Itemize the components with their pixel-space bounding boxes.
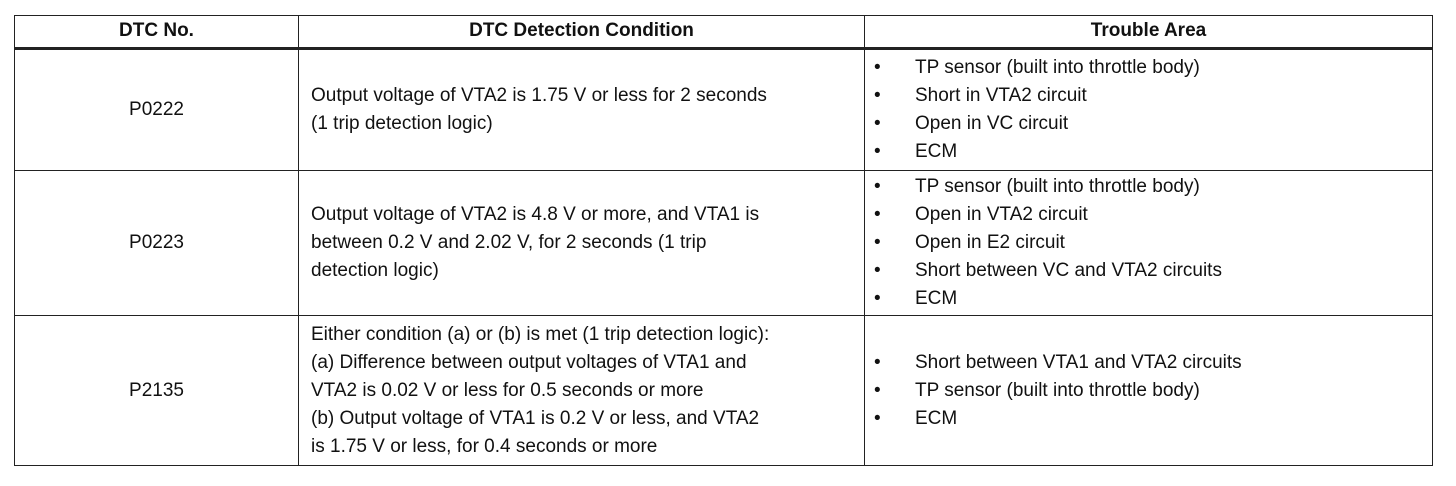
trouble-area-item: TP sensor (built into throttle body) xyxy=(915,57,1200,78)
list-item xyxy=(874,138,1432,166)
list-item xyxy=(874,82,1432,110)
bullet-icon: • xyxy=(874,232,881,253)
trouble-area-item: Open in VTA2 circuit xyxy=(915,204,1088,225)
header-row xyxy=(15,16,1433,49)
dtc-code-cell: P0223 xyxy=(15,171,299,316)
bullet-icon: • xyxy=(874,141,881,162)
list-item xyxy=(874,405,1432,433)
table-row xyxy=(15,316,1433,466)
list-item xyxy=(874,201,1432,229)
condition-line: VTA2 is 0.02 V or less for 0.5 seconds or more xyxy=(311,379,704,401)
condition-line: between 0.2 V and 2.02 V, for 2 seconds (1 trip xyxy=(311,232,707,253)
condition-line: (b) Output voltage of VTA1 is 0.2 V or less, and VTA2 xyxy=(311,407,760,429)
table-row xyxy=(15,171,1433,316)
list-item xyxy=(874,377,1432,405)
detection-condition-cell xyxy=(299,316,865,466)
table-body xyxy=(15,49,1433,466)
trouble-area-item: Open in E2 circuit xyxy=(915,232,1065,253)
trouble-area-cell xyxy=(865,316,1433,466)
trouble-area-list xyxy=(874,173,1432,313)
bullet-icon: • xyxy=(874,288,881,309)
table-header xyxy=(15,16,1433,49)
bullet-icon: • xyxy=(874,113,881,134)
header-detection-condition: DTC Detection Condition xyxy=(299,16,865,49)
trouble-area-item: ECM xyxy=(915,288,958,309)
trouble-area-item: ECM xyxy=(915,141,958,162)
header-trouble-area: Trouble Area xyxy=(865,16,1433,49)
list-item xyxy=(874,257,1432,285)
dtc-code-cell: P2135 xyxy=(15,316,299,466)
trouble-area-item: Short between VC and VTA2 circuits xyxy=(915,260,1222,281)
trouble-area-item: TP sensor (built into throttle body) xyxy=(915,379,1200,401)
table-row xyxy=(15,49,1433,171)
bullet-icon: • xyxy=(874,379,881,401)
bullet-icon: • xyxy=(874,351,881,373)
list-item xyxy=(874,110,1432,138)
list-item xyxy=(874,349,1432,377)
trouble-area-item: Short in VTA2 circuit xyxy=(915,85,1087,106)
trouble-area-list xyxy=(874,349,1432,433)
dtc-code-cell: P0222 xyxy=(15,49,299,171)
condition-line: Either condition (a) or (b) is met (1 trip detection logic): xyxy=(311,323,770,345)
condition-line: detection logic) xyxy=(311,260,439,281)
list-item xyxy=(874,173,1432,201)
condition-line: (1 trip detection logic) xyxy=(311,113,493,134)
header-dtc-no: DTC No. xyxy=(15,16,299,49)
detection-condition-cell xyxy=(299,49,865,171)
list-item xyxy=(874,229,1432,257)
bullet-icon: • xyxy=(874,176,881,197)
bullet-icon: • xyxy=(874,57,881,78)
condition-line: is 1.75 V or less, for 0.4 seconds or more xyxy=(311,435,658,457)
detection-condition-cell xyxy=(299,171,865,316)
condition-line: Output voltage of VTA2 is 1.75 V or less for 2 seconds xyxy=(311,85,767,106)
bullet-icon: • xyxy=(874,260,881,281)
condition-line: Output voltage of VTA2 is 4.8 V or more, and VTA1 is xyxy=(311,204,760,225)
list-item xyxy=(874,54,1432,82)
trouble-area-item: Short between VTA1 and VTA2 circuits xyxy=(915,351,1242,373)
dtc-table xyxy=(14,15,1433,466)
trouble-area-item: TP sensor (built into throttle body) xyxy=(915,176,1200,197)
bullet-icon: • xyxy=(874,85,881,106)
trouble-area-list xyxy=(874,54,1432,166)
condition-line: (a) Difference between output voltages of VTA1 and xyxy=(311,351,747,373)
trouble-area-cell xyxy=(865,171,1433,316)
dtc-table-container xyxy=(14,15,1432,466)
list-item xyxy=(874,285,1432,313)
bullet-icon: • xyxy=(874,204,881,225)
trouble-area-item: Open in VC circuit xyxy=(915,113,1069,134)
trouble-area-item: ECM xyxy=(915,407,958,429)
trouble-area-cell xyxy=(865,49,1433,171)
bullet-icon: • xyxy=(874,407,881,429)
